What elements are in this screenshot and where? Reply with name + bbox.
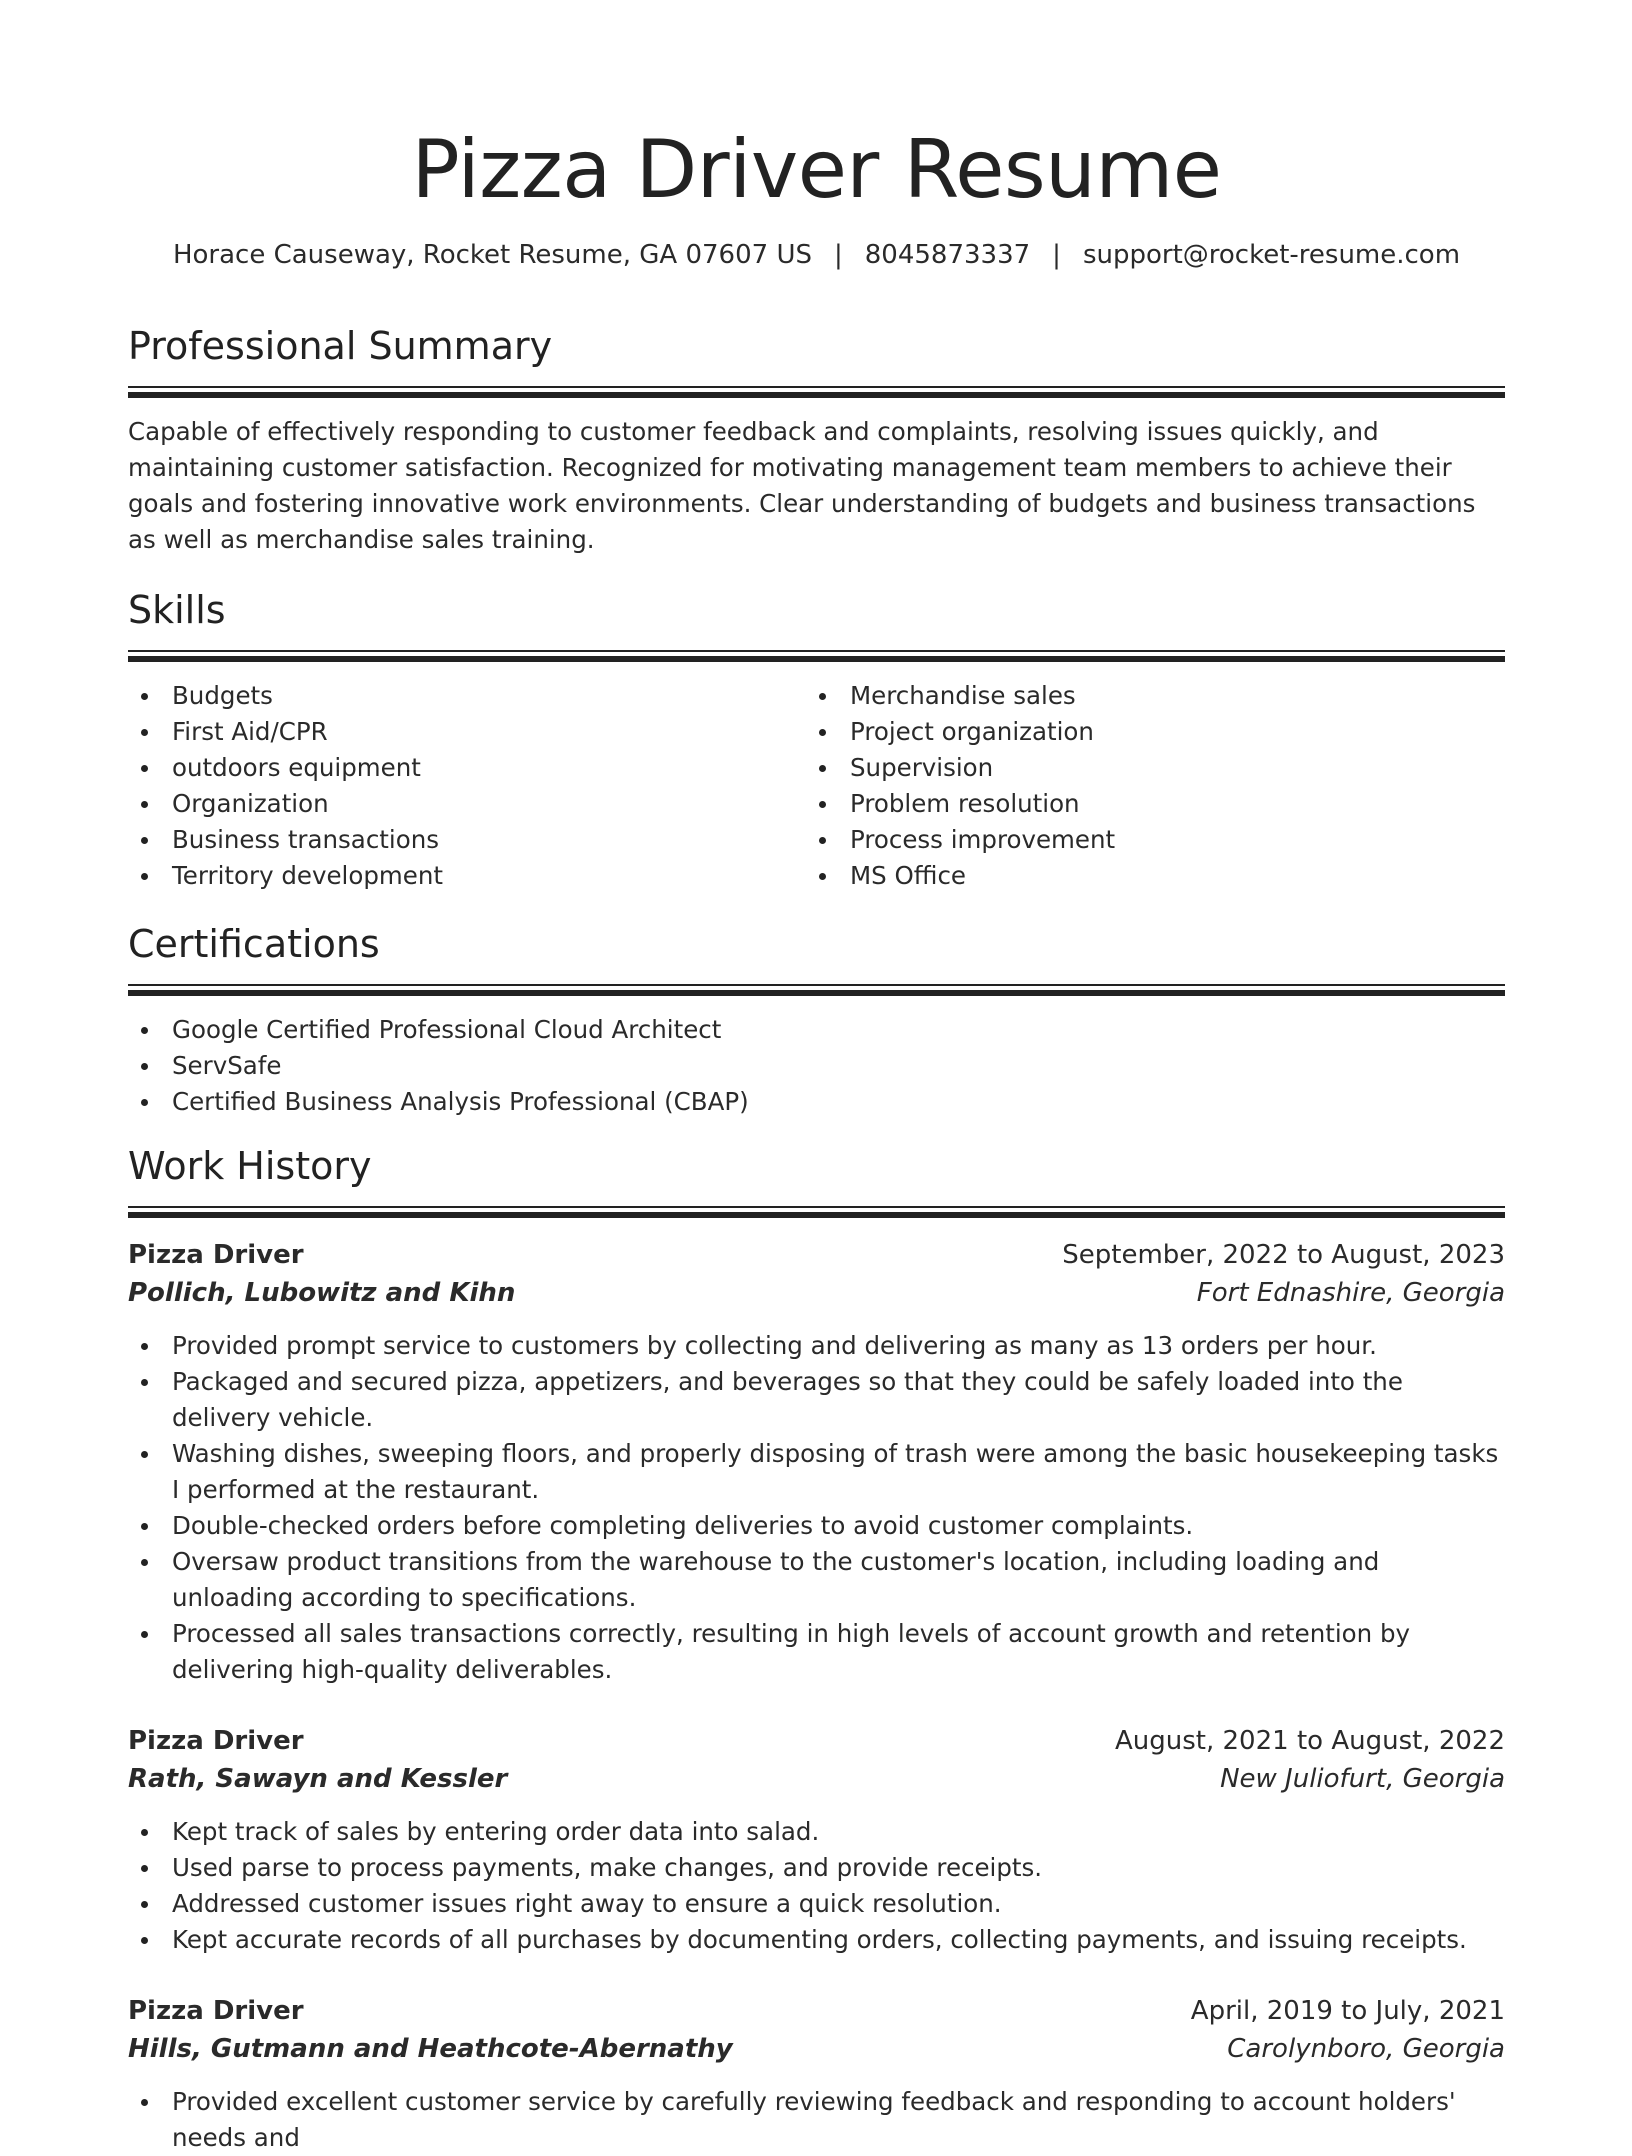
- job-bullet: Kept track of sales by entering order data into salad.: [128, 1814, 1505, 1850]
- job-bullet: Packaged and secured pizza, appetizers, and beverages so that they could be safely loaded into the delivery vehicle.: [128, 1364, 1505, 1436]
- contact-email: support@rocket-resume.com: [1082, 240, 1461, 270]
- section-heading-skills: Skills: [128, 588, 226, 632]
- skills-list-right: [806, 678, 1484, 894]
- skill-item: MS Office: [806, 858, 1484, 894]
- work-history-section: [128, 1142, 1505, 2156]
- job-subheader: [128, 2030, 1505, 2068]
- job-header: [128, 1992, 1505, 2030]
- job-bullets: [128, 1814, 1505, 1958]
- job-bullet: Oversaw product transitions from the warehouse to the customer's location, including loading and unloading according to specifications.: [128, 1544, 1505, 1616]
- skill-item: Problem resolution: [806, 786, 1484, 822]
- skills-section: [128, 586, 1505, 894]
- summary-section: [128, 322, 1505, 558]
- skill-item: outdoors equipment: [128, 750, 806, 786]
- section-divider: [128, 984, 1505, 994]
- resume-page: [128, 0, 1505, 2156]
- skill-item: Supervision: [806, 750, 1484, 786]
- skills-column-left: [128, 660, 806, 894]
- contact-phone: 8045873337: [864, 240, 1031, 270]
- contact-separator: |: [1052, 240, 1061, 270]
- job-title: Pizza Driver: [128, 1726, 304, 1756]
- job-dates: August, 2021 to August, 2022: [1115, 1726, 1505, 1756]
- job-company: Hills, Gutmann and Heathcote-Abernathy: [128, 2034, 733, 2064]
- skill-item: Territory development: [128, 858, 806, 894]
- job-dates: September, 2022 to August, 2023: [1062, 1240, 1505, 1270]
- job-entry: [128, 1722, 1505, 1958]
- skills-list-left: [128, 678, 806, 894]
- skill-item: Project organization: [806, 714, 1484, 750]
- job-location: Fort Ednashire, Georgia: [1196, 1278, 1505, 1308]
- section-divider: [128, 650, 1505, 660]
- job-bullets: [128, 2084, 1505, 2156]
- skill-item: Business transactions: [128, 822, 806, 858]
- section-divider: [128, 1206, 1505, 1216]
- certifications-section: [128, 920, 1505, 1120]
- skill-item: Merchandise sales: [806, 678, 1484, 714]
- job-bullet: Processed all sales transactions correctly, resulting in high levels of account growth and retention by delivering high-quality deliverables.: [128, 1616, 1505, 1688]
- section-heading-summary: Professional Summary: [128, 324, 553, 368]
- job-location: Carolynboro, Georgia: [1227, 2034, 1505, 2064]
- job-bullet: Double-checked orders before completing deliveries to avoid customer complaints.: [128, 1508, 1505, 1544]
- job-entry: [128, 1992, 1505, 2156]
- skills-grid: [128, 660, 1505, 894]
- job-company: Rath, Sawayn and Kessler: [128, 1764, 508, 1794]
- skill-item: First Aid/CPR: [128, 714, 806, 750]
- job-header: [128, 1236, 1505, 1274]
- job-bullet: Used parse to process payments, make changes, and provide receipts.: [128, 1850, 1505, 1886]
- skill-item: Organization: [128, 786, 806, 822]
- contact-address: Horace Causeway, Rocket Resume, GA 07607 US: [172, 240, 812, 270]
- job-bullet: Washing dishes, sweeping floors, and properly disposing of trash were among the basic housekeeping tasks I performed at the restaurant.: [128, 1436, 1505, 1508]
- job-bullet: Kept accurate records of all purchases by documenting orders, collecting payments, and issuing receipts.: [128, 1922, 1505, 1958]
- job-entry: [128, 1236, 1505, 1688]
- summary-text: Capable of effectively responding to customer feedback and complaints, resolving issues quickly, and maintaining customer satisfaction. Recognized for motivating management team members to achieve their goals and fostering innovative work environments. Clear understanding of budgets and business transactions as well as merchandise sales training.: [128, 417, 1476, 554]
- page-title: Pizza Driver Resume: [411, 123, 1222, 216]
- skill-item: Budgets: [128, 678, 806, 714]
- job-subheader: [128, 1274, 1505, 1312]
- certifications-list: [128, 1012, 1505, 1120]
- certification-item: Certified Business Analysis Professional (CBAP): [128, 1084, 1505, 1120]
- job-title: Pizza Driver: [128, 1996, 304, 2026]
- contact-line: [128, 238, 1505, 272]
- job-company: Pollich, Lubowitz and Kihn: [128, 1278, 516, 1308]
- job-header: [128, 1722, 1505, 1760]
- skill-item: Process improvement: [806, 822, 1484, 858]
- job-bullets: [128, 1328, 1505, 1688]
- job-dates: April, 2019 to July, 2021: [1190, 1996, 1505, 2026]
- skills-column-right: [806, 660, 1484, 894]
- job-subheader: [128, 1760, 1505, 1798]
- section-heading-work-history: Work History: [128, 1144, 372, 1188]
- job-title: Pizza Driver: [128, 1240, 304, 1270]
- certification-item: Google Certified Professional Cloud Architect: [128, 1012, 1505, 1048]
- job-bullet: Provided prompt service to customers by collecting and delivering as many as 13 orders per hour.: [128, 1328, 1505, 1364]
- section-heading-certifications: Certifications: [128, 922, 380, 966]
- section-divider: [128, 386, 1505, 396]
- job-location: New Juliofurt, Georgia: [1220, 1764, 1505, 1794]
- job-bullet: Addressed customer issues right away to ensure a quick resolution.: [128, 1886, 1505, 1922]
- certification-item: ServSafe: [128, 1048, 1505, 1084]
- job-bullet: Provided excellent customer service by carefully reviewing feedback and responding to account holders' needs and: [128, 2084, 1505, 2156]
- contact-separator: |: [833, 240, 843, 270]
